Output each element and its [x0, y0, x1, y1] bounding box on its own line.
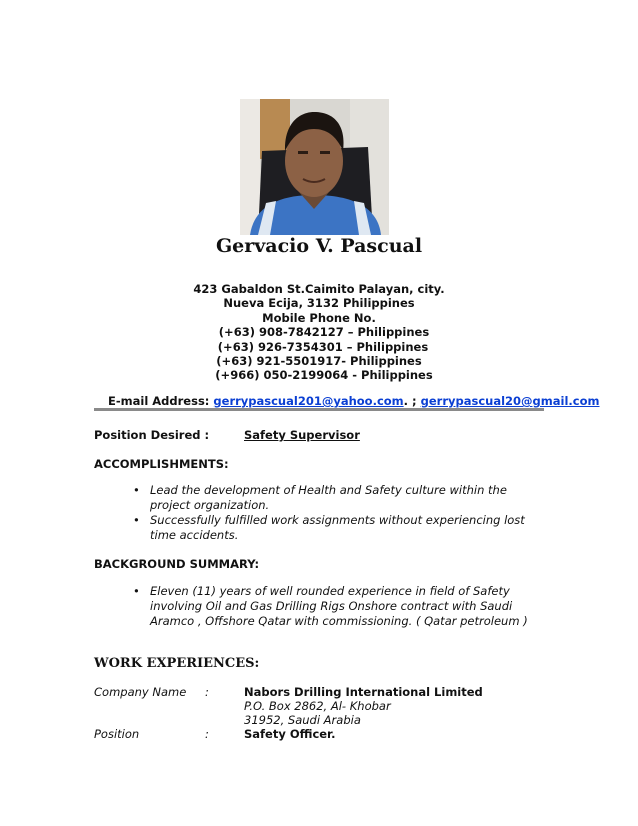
address-line-2: Nueva Ecija, 3132 Philippines: [223, 296, 415, 311]
background-heading: BACKGROUND SUMMARY:: [94, 557, 260, 571]
background-list: [133, 584, 553, 629]
phone-1: (+63) 908-7842127 – Philippines: [218, 325, 430, 340]
company-name-label: Company Name: [94, 685, 187, 699]
accomplishment-text: Lead the development of Health and Safety culture within the project organization.: [150, 483, 507, 512]
accomplishments-heading: ACCOMPLISHMENTS:: [94, 457, 229, 471]
company-address-line-2: 31952, Saudi Arabia: [244, 713, 361, 727]
email-separator: . ;: [403, 394, 417, 408]
phone-3: (+63) 921-5501917- Philippines: [216, 354, 422, 369]
bullet-icon: •: [133, 483, 140, 497]
company-name-value: Nabors Drilling International Limited: [244, 685, 483, 699]
mobile-label: Mobile Phone No.: [262, 310, 376, 325]
email-label: E-mail Address:: [108, 394, 210, 408]
work-experiences-heading: WORK EXPERIENCES:: [94, 656, 260, 671]
accomplishment-text: Successfully fulfilled work assignments without experiencing lost time accidents.: [150, 513, 525, 542]
phone-2: (+63) 926-7354301 – Philippines: [217, 339, 429, 354]
position-label: Position: [94, 727, 140, 741]
email-row: [108, 394, 600, 408]
list-item: [133, 584, 553, 629]
background-text: Eleven (11) years of well rounded experience in field of Safety involving Oil and Gas Drilling Rigs Onshore contract with Saudi Aramco , Offshore Qatar with commissioning. ( Qatar petroleum ): [150, 584, 528, 628]
list-item: [133, 483, 543, 513]
contact-block: [0, 282, 638, 383]
bullet-icon: •: [133, 513, 140, 527]
position-colon: :: [205, 727, 209, 741]
header-divider: [94, 408, 544, 411]
position-desired-value: Safety Supervisor: [244, 428, 360, 442]
address-line-1: 423 Gabaldon St.Caimito Palayan, city.: [193, 282, 445, 296]
company-colon: :: [205, 685, 209, 699]
phone-4: (+966) 050-2199064 - Philippines: [215, 368, 433, 383]
email-link-yahoo[interactable]: gerrypascual201@yahoo.com: [213, 394, 404, 408]
email-link-gmail[interactable]: gerrypascual20@gmail.com: [420, 394, 600, 408]
position-desired-label: Position Desired :: [94, 428, 210, 442]
candidate-name: Gervacio V. Pascual: [215, 235, 423, 257]
position-value: Safety Officer.: [244, 727, 336, 741]
bullet-icon: •: [133, 584, 140, 598]
list-item: [133, 513, 543, 543]
portrait-image: [240, 99, 389, 235]
profile-photo: [240, 99, 389, 235]
company-address-line-1: P.O. Box 2862, Al- Khobar: [244, 699, 391, 713]
accomplishments-list: [133, 483, 543, 543]
